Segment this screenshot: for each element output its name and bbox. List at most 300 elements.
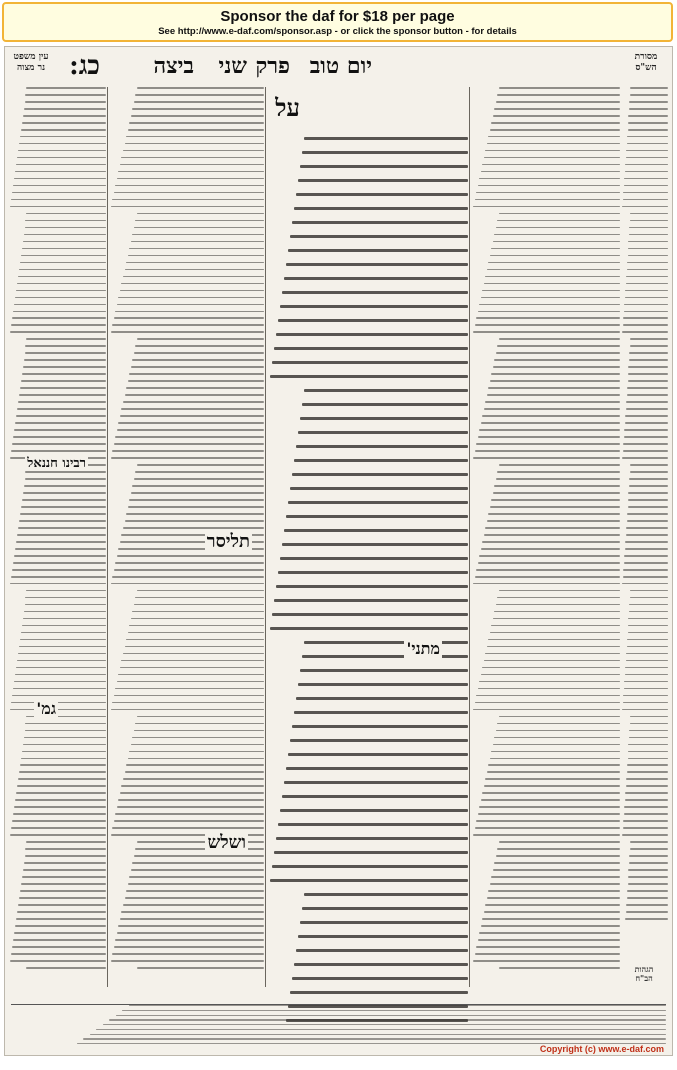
- text-line: [117, 178, 264, 180]
- text-line: [624, 688, 668, 690]
- text-line: [111, 331, 264, 333]
- text-line: [626, 283, 668, 285]
- text-line: [132, 862, 264, 864]
- text-line: [300, 165, 468, 168]
- text-line: [17, 157, 106, 159]
- text-line: [499, 464, 620, 466]
- text-line: [15, 422, 106, 424]
- text-line: [482, 164, 620, 166]
- text-line: [482, 792, 620, 794]
- text-line: [302, 151, 468, 154]
- text-line: [490, 255, 620, 257]
- text-line: [497, 94, 620, 96]
- text-line: [24, 737, 106, 739]
- text-line: [290, 991, 468, 994]
- hagahos-habach-heading: הגהות הב"ח: [622, 965, 666, 983]
- text-line: [622, 834, 668, 836]
- text-line: [625, 799, 668, 801]
- text-line: [272, 613, 468, 616]
- text-line: [482, 415, 620, 417]
- text-line: [114, 695, 264, 697]
- text-line: [11, 953, 106, 955]
- text-line: [120, 290, 264, 292]
- text-line: [630, 87, 668, 89]
- text-line: [12, 192, 106, 194]
- header-word-beitzah: ביצה: [153, 53, 194, 79]
- text-line: [497, 345, 620, 347]
- text-line: [629, 359, 668, 361]
- text-line: [627, 890, 668, 892]
- text-line: [115, 311, 264, 313]
- text-line: [280, 809, 468, 812]
- text-line: [23, 241, 106, 243]
- text-line: [24, 359, 106, 361]
- text-line: [270, 627, 468, 630]
- text-line: [25, 723, 106, 725]
- text-line: [623, 199, 668, 201]
- gemara-column: [268, 137, 468, 1027]
- text-line: [129, 373, 264, 375]
- text-line: [135, 597, 264, 599]
- text-line: [479, 178, 620, 180]
- text-line: [627, 764, 668, 766]
- text-line: [284, 277, 468, 280]
- text-line: [294, 459, 468, 462]
- text-line: [626, 527, 668, 529]
- text-line: [490, 380, 620, 382]
- text-line: [10, 834, 106, 836]
- text-line: [628, 758, 668, 760]
- text-line: [487, 771, 620, 773]
- text-line: [16, 164, 106, 166]
- text-line: [475, 702, 620, 704]
- text-line: [629, 737, 668, 739]
- text-line: [478, 688, 620, 690]
- text-line: [624, 429, 668, 431]
- text-line: [628, 632, 668, 634]
- text-line: [630, 716, 668, 718]
- text-line: [17, 660, 106, 662]
- text-line: [493, 744, 620, 746]
- text-line: [475, 324, 620, 326]
- text-line: [473, 583, 620, 585]
- text-line: [278, 319, 468, 322]
- text-line: [481, 171, 620, 173]
- text-line: [499, 87, 620, 89]
- text-line: [292, 977, 468, 980]
- text-line: [11, 576, 106, 578]
- text-line: [484, 660, 620, 662]
- text-line: [128, 883, 264, 885]
- text-line: [17, 911, 106, 913]
- text-line: [16, 667, 106, 669]
- text-line: [132, 359, 264, 361]
- text-line: [623, 576, 668, 578]
- text-line: [278, 823, 468, 826]
- text-line: [276, 837, 468, 840]
- text-line: [120, 792, 264, 794]
- text-line: [112, 324, 264, 326]
- text-line: [624, 178, 668, 180]
- text-line: [499, 841, 620, 843]
- text-line: [274, 599, 468, 602]
- rashi-lines: [472, 87, 620, 974]
- text-line: [22, 122, 106, 124]
- text-line: [473, 457, 620, 459]
- text-line: [17, 534, 106, 536]
- text-line: [626, 778, 668, 780]
- gemara-heading: גמ': [36, 699, 56, 718]
- text-line: [493, 869, 620, 871]
- text-line: [286, 515, 468, 518]
- text-line: [120, 918, 264, 920]
- text-line: [123, 904, 264, 906]
- rashi-column: [472, 87, 620, 977]
- text-line: [131, 241, 264, 243]
- text-line: [628, 876, 668, 878]
- text-line: [20, 890, 106, 892]
- text-line: [473, 709, 620, 711]
- text-line: [137, 590, 264, 592]
- copyright-notice[interactable]: Copyright (c) www.e-daf.com: [539, 1044, 664, 1054]
- text-line: [487, 143, 620, 145]
- text-line: [90, 1034, 666, 1035]
- text-line: [491, 248, 620, 250]
- text-line: [630, 597, 668, 599]
- opening-word-al: על: [275, 93, 300, 122]
- text-line: [24, 485, 106, 487]
- text-line: [12, 946, 106, 948]
- text-line: [282, 543, 468, 546]
- text-line: [25, 94, 106, 96]
- text-line: [624, 555, 668, 557]
- text-line: [19, 897, 106, 899]
- text-line: [298, 179, 468, 182]
- text-line: [18, 653, 106, 655]
- text-line: [476, 192, 620, 194]
- text-line: [494, 862, 620, 864]
- text-line: [286, 263, 468, 266]
- text-line: [304, 137, 468, 140]
- text-line: [475, 576, 620, 578]
- text-line: [13, 185, 106, 187]
- text-line: [304, 389, 468, 392]
- text-line: [490, 632, 620, 634]
- text-line: [629, 234, 668, 236]
- talmud-page-scan: [4, 46, 673, 1056]
- text-line: [111, 457, 264, 459]
- text-line: [300, 921, 468, 924]
- sponsor-banner-title[interactable]: Sponsor the daf for $18 per page: [220, 8, 455, 25]
- text-line: [626, 660, 668, 662]
- text-line: [117, 681, 264, 683]
- text-line: [488, 387, 620, 389]
- text-line: [286, 767, 468, 770]
- text-line: [485, 778, 620, 780]
- text-line: [17, 408, 106, 410]
- text-line: [497, 471, 620, 473]
- text-line: [630, 841, 668, 843]
- text-line: [20, 262, 106, 264]
- text-line: [488, 890, 620, 892]
- text-line: [280, 557, 468, 560]
- text-line: [628, 122, 668, 124]
- text-line: [478, 185, 620, 187]
- text-line: [496, 604, 620, 606]
- text-line: [20, 764, 106, 766]
- text-line: [298, 683, 468, 686]
- text-line: [626, 150, 668, 152]
- text-line: [630, 471, 668, 473]
- text-line: [624, 185, 668, 187]
- text-line: [131, 869, 264, 871]
- text-line: [482, 918, 620, 920]
- text-line: [103, 1024, 666, 1025]
- text-line: [135, 723, 264, 725]
- text-line: [23, 618, 106, 620]
- text-line: [131, 366, 264, 368]
- text-line: [494, 737, 620, 739]
- text-line: [288, 753, 468, 756]
- text-line: [121, 283, 264, 285]
- text-line: [14, 429, 106, 431]
- text-line: [22, 876, 106, 878]
- text-line: [627, 143, 668, 145]
- text-line: [14, 806, 106, 808]
- text-line: [625, 918, 668, 920]
- text-line: [625, 422, 668, 424]
- text-line: [282, 795, 468, 798]
- text-line: [292, 473, 468, 476]
- text-line: [134, 227, 264, 229]
- text-line: [125, 269, 265, 271]
- text-line: [118, 799, 264, 801]
- text-line: [126, 890, 264, 892]
- text-line: [628, 248, 668, 250]
- text-line: [134, 478, 264, 480]
- text-line: [129, 248, 264, 250]
- text-line: [121, 157, 264, 159]
- text-line: [118, 297, 264, 299]
- text-line: [497, 723, 620, 725]
- text-line: [125, 771, 265, 773]
- text-line: [627, 639, 668, 641]
- text-line: [114, 443, 264, 445]
- text-line: [625, 164, 668, 166]
- text-line: [627, 136, 668, 138]
- text-line: [18, 778, 106, 780]
- text-line: [478, 813, 620, 815]
- text-line: [627, 269, 668, 271]
- text-line: [625, 548, 668, 550]
- text-line: [24, 862, 106, 864]
- text-line: [111, 960, 264, 962]
- text-line: [490, 883, 620, 885]
- text-line: [12, 820, 106, 822]
- text-line: [490, 129, 620, 131]
- text-line: [115, 436, 264, 438]
- text-line: [135, 220, 264, 222]
- text-line: [129, 1005, 666, 1006]
- text-line: [496, 227, 620, 229]
- text-line: [298, 431, 468, 434]
- text-line: [123, 276, 264, 278]
- text-line: [284, 781, 468, 784]
- text-line: [128, 129, 264, 131]
- text-line: [628, 625, 668, 627]
- text-line: [22, 248, 106, 250]
- text-line: [473, 206, 620, 208]
- text-line: [485, 527, 620, 529]
- text-line: [628, 618, 668, 620]
- text-line: [624, 562, 668, 564]
- text-line: [491, 373, 620, 375]
- text-line: [475, 450, 620, 452]
- text-line: [628, 499, 668, 501]
- text-line: [125, 897, 265, 899]
- text-line: [121, 660, 264, 662]
- text-line: [627, 513, 668, 515]
- sponsor-banner[interactable]: [2, 2, 673, 42]
- text-line: [626, 157, 668, 159]
- text-line: [270, 879, 468, 882]
- text-line: [117, 304, 264, 306]
- text-line: [24, 234, 106, 236]
- text-line: [490, 506, 620, 508]
- text-line: [487, 269, 620, 271]
- text-line: [14, 555, 106, 557]
- sponsor-banner-subtitle[interactable]: See http://www.e-daf.com/sponsor.asp - or click the sponsor button - for details: [158, 26, 517, 37]
- text-line: [112, 953, 264, 955]
- text-line: [623, 317, 668, 319]
- text-line: [496, 730, 620, 732]
- text-line: [114, 317, 264, 319]
- text-line: [482, 290, 620, 292]
- text-line: [18, 276, 106, 278]
- gemara-lines: [268, 137, 468, 1027]
- text-line: [296, 949, 468, 952]
- text-line: [493, 115, 620, 117]
- text-line: [622, 709, 668, 711]
- text-line: [137, 967, 264, 969]
- text-line: [482, 541, 620, 543]
- text-line: [137, 464, 264, 466]
- text-line: [484, 408, 620, 410]
- text-line: [476, 569, 620, 571]
- text-line: [115, 813, 264, 815]
- text-line: [629, 604, 668, 606]
- text-line: [22, 751, 106, 753]
- text-line: [623, 569, 668, 571]
- text-line: [10, 583, 106, 585]
- text-line: [112, 199, 264, 201]
- text-line: [128, 255, 264, 257]
- text-line: [625, 541, 668, 543]
- text-line: [128, 506, 264, 508]
- text-line: [481, 799, 620, 801]
- text-line: [272, 361, 468, 364]
- text-line: [118, 674, 264, 676]
- text-line: [479, 429, 620, 431]
- text-line: [115, 562, 264, 564]
- text-line: [284, 529, 468, 532]
- text-line: [626, 408, 668, 410]
- text-line: [21, 255, 106, 257]
- text-line: [16, 415, 106, 417]
- header-word-perek: פרק: [255, 53, 290, 79]
- text-line: [129, 122, 264, 124]
- text-line: [493, 492, 620, 494]
- text-line: [17, 283, 106, 285]
- text-line: [25, 604, 106, 606]
- text-line: [276, 333, 468, 336]
- text-line: [481, 548, 620, 550]
- text-line: [11, 450, 106, 452]
- text-line: [624, 311, 668, 313]
- text-line: [15, 297, 106, 299]
- text-line: [481, 422, 620, 424]
- text-line: [628, 883, 668, 885]
- masores-lines: [622, 87, 668, 925]
- text-line: [476, 317, 620, 319]
- ushlosh-word: ושלש: [207, 832, 246, 853]
- text-line: [276, 585, 468, 588]
- text-line: [131, 492, 264, 494]
- text-line: [481, 297, 620, 299]
- text-line: [112, 827, 264, 829]
- text-line: [23, 744, 106, 746]
- text-line: [629, 101, 668, 103]
- text-line: [14, 304, 106, 306]
- text-line: [18, 904, 106, 906]
- text-line: [111, 709, 264, 711]
- text-line: [628, 255, 668, 257]
- text-line: [270, 375, 468, 378]
- text-line: [630, 220, 668, 222]
- text-line: [485, 653, 620, 655]
- text-line: [126, 513, 264, 515]
- text-line: [624, 813, 668, 815]
- text-line: [629, 352, 668, 354]
- text-line: [626, 534, 668, 536]
- text-line: [494, 108, 620, 110]
- rabbeinu-chananel-heading: רבינו חננאל: [27, 456, 86, 471]
- text-line: [627, 646, 668, 648]
- text-line: [623, 443, 668, 445]
- text-line: [302, 655, 468, 658]
- text-line: [288, 249, 468, 252]
- text-line: [25, 855, 106, 857]
- text-line: [628, 744, 668, 746]
- text-line: [115, 688, 264, 690]
- text-line: [630, 338, 668, 340]
- text-line: [112, 576, 264, 578]
- text-line: [623, 820, 668, 822]
- text-line: [118, 171, 264, 173]
- text-line: [294, 963, 468, 966]
- text-line: [630, 464, 668, 466]
- text-line: [491, 499, 620, 501]
- text-line: [10, 331, 106, 333]
- text-line: [629, 478, 668, 480]
- text-line: [630, 723, 668, 725]
- text-line: [491, 876, 620, 878]
- text-line: [20, 136, 106, 138]
- text-line: [25, 345, 106, 347]
- text-line: [628, 506, 668, 508]
- page-header: [5, 51, 672, 81]
- text-line: [274, 347, 468, 350]
